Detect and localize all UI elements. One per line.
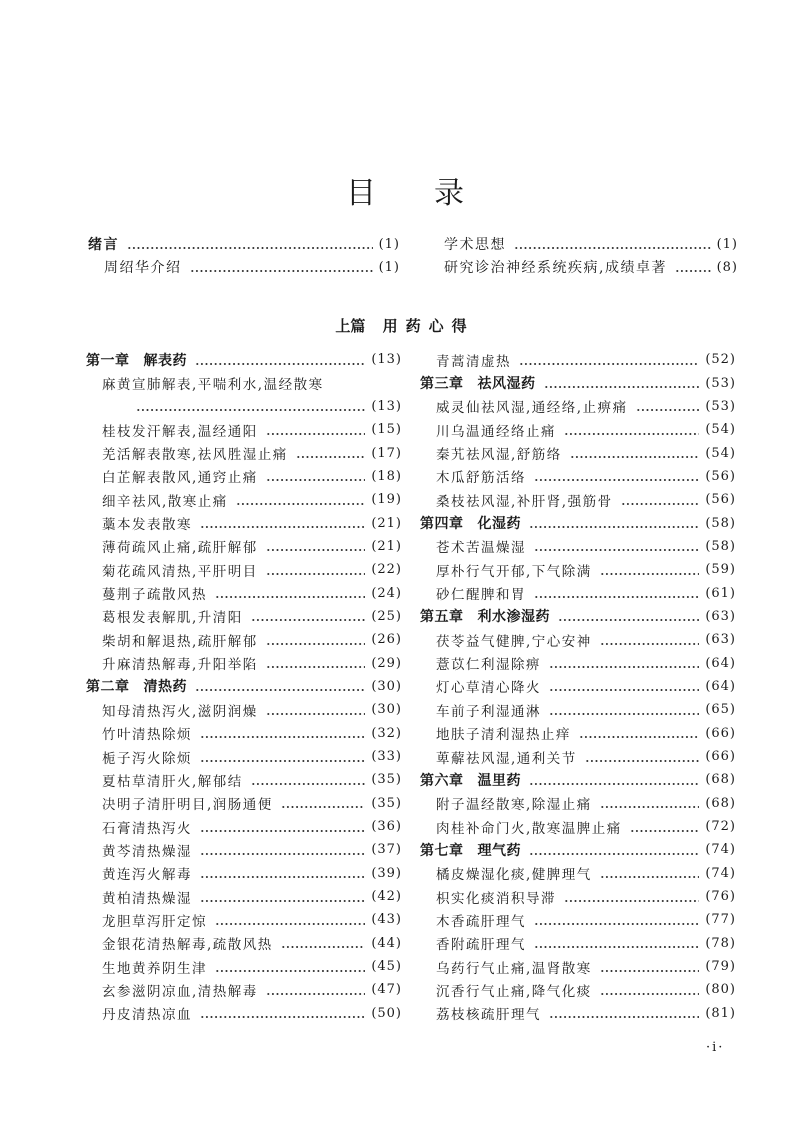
front-matter-entry[interactable] bbox=[104, 255, 400, 279]
dot-leader bbox=[195, 680, 365, 692]
dot-leader bbox=[266, 424, 366, 436]
entry-title: 龙胆草泻肝定惊 bbox=[102, 913, 207, 930]
toc-entry[interactable] bbox=[86, 465, 402, 488]
dot-leader bbox=[621, 494, 700, 506]
entry-page: (65) bbox=[705, 702, 736, 718]
dot-leader bbox=[514, 238, 711, 250]
entry-title: 竹叶清热除烦 bbox=[102, 727, 192, 744]
dot-leader bbox=[519, 354, 699, 366]
toc-entry[interactable] bbox=[420, 581, 736, 604]
dot-leader bbox=[251, 774, 366, 786]
entry-page: (36) bbox=[371, 819, 402, 835]
dot-leader bbox=[195, 354, 365, 366]
entry-page: (53) bbox=[705, 375, 736, 391]
entry-title: 桑枝祛风湿,补肝肾,强筋骨 bbox=[436, 493, 613, 510]
dot-leader bbox=[200, 821, 365, 833]
dot-leader bbox=[529, 517, 699, 529]
dot-leader bbox=[534, 540, 699, 552]
toc-entry[interactable] bbox=[86, 862, 402, 885]
chapter-number: 第四章 bbox=[420, 516, 464, 533]
toc-entry[interactable] bbox=[420, 955, 736, 978]
entry-title: 羌活解表散寒,祛风胜湿止痛 bbox=[102, 447, 288, 464]
dot-leader bbox=[215, 587, 365, 599]
toc-entry[interactable] bbox=[420, 418, 736, 441]
chapter-number: 第六章 bbox=[420, 772, 464, 789]
entry-title: 苍术苦温燥湿 bbox=[436, 540, 526, 557]
entry-page: (25) bbox=[371, 608, 402, 624]
entry-title: 解表药 bbox=[143, 352, 187, 369]
entry-page: (18) bbox=[371, 468, 402, 484]
entry-title: 木香疏肝理气 bbox=[436, 913, 526, 930]
toc-entry[interactable] bbox=[420, 605, 736, 628]
dot-leader bbox=[529, 774, 699, 786]
toc-entry[interactable] bbox=[420, 441, 736, 464]
entry-title: 丹皮清热凉血 bbox=[102, 1007, 192, 1024]
toc-entry[interactable] bbox=[86, 651, 402, 674]
toc-entry[interactable] bbox=[86, 1002, 402, 1025]
toc-entry[interactable] bbox=[420, 465, 736, 488]
dot-leader bbox=[200, 1007, 365, 1019]
dot-leader bbox=[266, 470, 366, 482]
toc-entry[interactable] bbox=[86, 605, 402, 628]
entry-title: 藁本发表散寒 bbox=[102, 517, 192, 534]
entry-page: (19) bbox=[371, 492, 402, 508]
entry-page: (30) bbox=[371, 702, 402, 718]
entry-title: 柴胡和解退热,疏肝解郁 bbox=[102, 633, 258, 650]
toc-entry[interactable] bbox=[420, 815, 736, 838]
entry-page: (30) bbox=[371, 678, 402, 694]
dot-leader bbox=[564, 424, 699, 436]
entry-page: (21) bbox=[371, 515, 402, 531]
entry-title: 萆薢祛风湿,通利关节 bbox=[436, 750, 577, 767]
toc-entry[interactable] bbox=[420, 885, 736, 908]
toc-entry[interactable] bbox=[420, 768, 736, 791]
entry-page: (72) bbox=[705, 819, 736, 835]
entry-page: (26) bbox=[371, 632, 402, 648]
dot-leader bbox=[630, 821, 700, 833]
dot-leader bbox=[200, 727, 365, 739]
toc-entry[interactable] bbox=[420, 838, 736, 861]
dot-leader bbox=[266, 634, 366, 646]
entry-title: 威灵仙祛风湿,通经络,止痹痛 bbox=[436, 400, 628, 417]
entry-page: (43) bbox=[371, 912, 402, 928]
dot-leader bbox=[200, 844, 365, 856]
dot-leader bbox=[549, 1007, 699, 1019]
toc-entry[interactable] bbox=[86, 815, 402, 838]
dot-leader bbox=[600, 564, 700, 576]
entry-page: (39) bbox=[371, 865, 402, 881]
dot-leader bbox=[600, 961, 700, 973]
front-matter-entry[interactable] bbox=[444, 255, 738, 279]
entry-title: 蔓荆子疏散风热 bbox=[102, 587, 207, 604]
entry-title: 木瓜舒筋活络 bbox=[436, 470, 526, 487]
entry-page: (13) bbox=[371, 398, 402, 414]
entry-page: (45) bbox=[371, 959, 402, 975]
toc-entry[interactable] bbox=[86, 908, 402, 931]
entry-page: (35) bbox=[371, 795, 402, 811]
dot-leader bbox=[200, 867, 365, 879]
dot-leader bbox=[534, 914, 699, 926]
entry-title: 祛风湿药 bbox=[477, 376, 536, 393]
toc-entry[interactable] bbox=[86, 722, 402, 745]
dot-leader bbox=[585, 751, 700, 763]
entry-page: (64) bbox=[705, 655, 736, 671]
entry-title: 桂枝发汗解表,温经通阳 bbox=[102, 423, 258, 440]
entry-title: 车前子利湿通淋 bbox=[436, 703, 541, 720]
entry-page: (29) bbox=[371, 655, 402, 671]
toc-left-column bbox=[86, 348, 402, 1025]
dot-leader bbox=[266, 657, 366, 669]
entry-title: 决明子清肝明目,润肠通便 bbox=[102, 797, 273, 814]
dot-leader bbox=[534, 470, 699, 482]
entry-page: (35) bbox=[371, 772, 402, 788]
entry-title: 茯苓益气健脾,宁心安神 bbox=[436, 633, 592, 650]
toc-entry[interactable] bbox=[86, 348, 402, 371]
entry-page: (56) bbox=[705, 468, 736, 484]
section-name: 用药心得 bbox=[382, 317, 475, 335]
toc-entry[interactable] bbox=[420, 371, 736, 394]
entry-page: (74) bbox=[705, 842, 736, 858]
toc-entry[interactable] bbox=[420, 908, 736, 931]
entry-page: (64) bbox=[705, 678, 736, 694]
entry-title: 学术思想 bbox=[444, 237, 506, 253]
dot-leader bbox=[600, 797, 700, 809]
dot-leader bbox=[236, 494, 366, 506]
entry-page: (56) bbox=[705, 492, 736, 508]
toc-entry[interactable] bbox=[86, 978, 402, 1001]
toc-entry[interactable] bbox=[86, 838, 402, 861]
dot-leader bbox=[200, 751, 365, 763]
dot-leader bbox=[529, 844, 699, 856]
entry-page: (8) bbox=[716, 259, 738, 275]
dot-leader bbox=[266, 704, 366, 716]
entry-page: (44) bbox=[371, 935, 402, 951]
toc-entry-title-line bbox=[86, 371, 402, 394]
entry-page: (17) bbox=[371, 445, 402, 461]
toc-entry[interactable] bbox=[86, 628, 402, 651]
dot-leader bbox=[190, 261, 373, 273]
entry-page: (1) bbox=[378, 236, 400, 252]
entry-title: 栀子泻火除烦 bbox=[102, 750, 192, 767]
entry-title: 利水渗湿药 bbox=[477, 609, 550, 626]
entry-page: (47) bbox=[371, 982, 402, 998]
dot-leader bbox=[570, 447, 700, 459]
entry-page: (15) bbox=[371, 422, 402, 438]
toc-entry[interactable] bbox=[420, 932, 736, 955]
toc-entry[interactable] bbox=[420, 722, 736, 745]
entry-page: (58) bbox=[705, 515, 736, 531]
entry-title: 青蒿清虚热 bbox=[436, 353, 511, 370]
toc-entry[interactable] bbox=[420, 745, 736, 768]
toc-entry[interactable] bbox=[420, 698, 736, 721]
entry-title: 橘皮燥湿化痰,健脾理气 bbox=[436, 867, 592, 884]
dot-leader bbox=[251, 610, 366, 622]
toc-entry[interactable] bbox=[86, 745, 402, 768]
toc-entry[interactable] bbox=[420, 558, 736, 581]
entry-page: (54) bbox=[705, 422, 736, 438]
entry-title: 温里药 bbox=[477, 772, 521, 789]
toc-entry[interactable] bbox=[420, 535, 736, 558]
entry-title: 肉桂补命门火,散寒温脾止痛 bbox=[436, 820, 622, 837]
dot-leader bbox=[296, 447, 366, 459]
entry-page: (63) bbox=[705, 608, 736, 624]
dot-leader bbox=[136, 400, 365, 412]
toc-entry[interactable] bbox=[86, 535, 402, 558]
entry-page: (52) bbox=[705, 352, 736, 368]
entry-page: (50) bbox=[371, 1005, 402, 1021]
entry-page: (1) bbox=[378, 259, 400, 275]
dot-leader bbox=[215, 914, 365, 926]
toc-entry[interactable] bbox=[420, 675, 736, 698]
entry-page: (13) bbox=[371, 352, 402, 368]
toc-entry[interactable] bbox=[420, 651, 736, 674]
toc-entry[interactable] bbox=[86, 488, 402, 511]
entry-title: 白芷解表散风,通窍止痛 bbox=[102, 470, 258, 487]
dot-leader bbox=[544, 377, 700, 389]
chapter-number: 第一章 bbox=[86, 352, 130, 369]
entry-title: 川乌温通经络止痛 bbox=[436, 423, 556, 440]
entry-title: 石膏清热泻火 bbox=[102, 820, 192, 837]
section-heading bbox=[0, 315, 810, 336]
entry-page: (24) bbox=[371, 585, 402, 601]
dot-leader bbox=[549, 704, 699, 716]
chapter-number: 第二章 bbox=[86, 679, 130, 696]
dot-leader bbox=[675, 261, 711, 273]
entry-title: 荔枝核疏肝理气 bbox=[436, 1007, 541, 1024]
dot-leader bbox=[549, 657, 699, 669]
toc-entry[interactable] bbox=[420, 488, 736, 511]
entry-title: 黄芩清热燥湿 bbox=[102, 843, 192, 860]
toc-entry[interactable] bbox=[420, 628, 736, 651]
entry-title: 葛根发表解肌,升清阳 bbox=[102, 610, 243, 627]
entry-page: (1) bbox=[716, 236, 738, 252]
entry-page: (37) bbox=[371, 842, 402, 858]
entry-title: 麻黄宣肺解表,平喘利水,温经散寒 bbox=[102, 377, 324, 394]
toc-entry[interactable] bbox=[420, 348, 736, 371]
dot-leader bbox=[266, 540, 366, 552]
entry-title: 绪言 bbox=[88, 237, 119, 253]
dot-leader bbox=[558, 610, 699, 622]
entry-page: (42) bbox=[371, 889, 402, 905]
entry-page: (80) bbox=[705, 982, 736, 998]
entry-title: 周绍华介绍 bbox=[104, 260, 182, 276]
entry-title: 理气药 bbox=[477, 842, 521, 859]
entry-page: (21) bbox=[371, 538, 402, 554]
entry-page: (74) bbox=[705, 865, 736, 881]
page-title: 目录 bbox=[346, 176, 522, 211]
entry-page: (22) bbox=[371, 562, 402, 578]
entry-title: 知母清热泻火,滋阴润燥 bbox=[102, 703, 258, 720]
dot-leader bbox=[579, 727, 699, 739]
entry-title: 升麻清热解毒,升阳举陷 bbox=[102, 657, 258, 674]
entry-page: (76) bbox=[705, 889, 736, 905]
entry-title: 黄柏清热燥湿 bbox=[102, 890, 192, 907]
entry-title: 秦艽祛风湿,舒筋络 bbox=[436, 447, 562, 464]
entry-title: 薏苡仁利湿除痹 bbox=[436, 657, 541, 674]
entry-title: 细辛祛风,散寒止痛 bbox=[102, 493, 228, 510]
entry-title: 薄荷疏风止痛,疏肝解郁 bbox=[102, 540, 258, 557]
dot-leader bbox=[281, 797, 366, 809]
toc-entry[interactable] bbox=[86, 418, 402, 441]
entry-page: (81) bbox=[705, 1005, 736, 1021]
entry-title: 砂仁醒脾和胃 bbox=[436, 587, 526, 604]
dot-leader bbox=[281, 937, 366, 949]
entry-title: 乌药行气止痛,温肾散寒 bbox=[436, 960, 592, 977]
dot-leader bbox=[534, 587, 699, 599]
entry-page: (66) bbox=[705, 749, 736, 765]
dot-leader bbox=[534, 937, 699, 949]
entry-title: 研究诊治神经系统疾病,成绩卓著 bbox=[444, 260, 667, 276]
toc-entry[interactable] bbox=[86, 558, 402, 581]
entry-page: (66) bbox=[705, 725, 736, 741]
entry-title: 化湿药 bbox=[477, 516, 521, 533]
entry-page: (68) bbox=[705, 772, 736, 788]
entry-title: 灯心草清心降火 bbox=[436, 680, 541, 697]
dot-leader bbox=[549, 680, 699, 692]
front-matter-entry[interactable] bbox=[444, 232, 738, 256]
entry-title: 沉香行气止痛,降气化痰 bbox=[436, 983, 592, 1000]
dot-leader bbox=[266, 564, 366, 576]
toc-entry[interactable] bbox=[86, 932, 402, 955]
entry-title: 清热药 bbox=[143, 679, 187, 696]
entry-page: (58) bbox=[705, 538, 736, 554]
entry-title: 玄参滋阴凉血,清热解毒 bbox=[102, 983, 258, 1000]
toc-entry[interactable] bbox=[86, 698, 402, 721]
entry-title: 金银花清热解毒,疏散风热 bbox=[102, 937, 273, 954]
toc-entry[interactable] bbox=[86, 792, 402, 815]
toc-entry[interactable] bbox=[420, 511, 736, 534]
entry-page: (78) bbox=[705, 935, 736, 951]
dot-leader bbox=[600, 984, 700, 996]
dot-leader bbox=[600, 867, 700, 879]
dot-leader bbox=[127, 238, 373, 250]
dot-leader bbox=[200, 517, 365, 529]
toc-entry[interactable] bbox=[420, 792, 736, 815]
entry-title: 菊花疏风清热,平肝明目 bbox=[102, 563, 258, 580]
entry-page: (33) bbox=[371, 749, 402, 765]
dot-leader bbox=[600, 634, 700, 646]
toc-entry[interactable] bbox=[86, 511, 402, 534]
entry-page: (68) bbox=[705, 795, 736, 811]
page-number: ·i· bbox=[706, 1040, 725, 1055]
chapter-number: 第三章 bbox=[420, 376, 464, 393]
dot-leader bbox=[200, 891, 365, 903]
entry-title: 香附疏肝理气 bbox=[436, 937, 526, 954]
toc-entry[interactable] bbox=[86, 441, 402, 464]
toc-entry[interactable] bbox=[420, 395, 736, 418]
dot-leader bbox=[266, 984, 366, 996]
section-part: 上篇 bbox=[335, 317, 366, 335]
dot-leader bbox=[564, 891, 699, 903]
entry-page: (79) bbox=[705, 959, 736, 975]
entry-title: 枳实化痰消积导滞 bbox=[436, 890, 556, 907]
entry-title: 夏枯草清肝火,解郁结 bbox=[102, 773, 243, 790]
entry-title: 黄连泻火解毒 bbox=[102, 867, 192, 884]
entry-title: 地肤子清利湿热止痒 bbox=[436, 727, 571, 744]
dot-leader bbox=[215, 961, 365, 973]
chapter-number: 第七章 bbox=[420, 842, 464, 859]
toc-entry[interactable] bbox=[420, 862, 736, 885]
toc-entry-page-line[interactable] bbox=[86, 395, 402, 418]
entry-title: 附子温经散寒,除湿止痛 bbox=[436, 797, 592, 814]
toc-right-column bbox=[420, 348, 736, 1025]
entry-page: (77) bbox=[705, 912, 736, 928]
entry-page: (63) bbox=[705, 632, 736, 648]
entry-title: 厚朴行气开郁,下气除满 bbox=[436, 563, 592, 580]
entry-title: 生地黄养阴生津 bbox=[102, 960, 207, 977]
dot-leader bbox=[636, 400, 700, 412]
entry-page: (32) bbox=[371, 725, 402, 741]
entry-page: (59) bbox=[705, 562, 736, 578]
toc-entry[interactable] bbox=[86, 768, 402, 791]
toc-entry[interactable] bbox=[86, 885, 402, 908]
chapter-number: 第五章 bbox=[420, 609, 464, 626]
toc-entry[interactable] bbox=[420, 1002, 736, 1025]
entry-page: (53) bbox=[705, 398, 736, 414]
toc-entry[interactable] bbox=[86, 675, 402, 698]
toc-entry[interactable] bbox=[86, 581, 402, 604]
entry-page: (61) bbox=[705, 585, 736, 601]
toc-entry[interactable] bbox=[420, 978, 736, 1001]
front-matter-entry[interactable] bbox=[88, 232, 400, 256]
toc-entry[interactable] bbox=[86, 955, 402, 978]
entry-page: (54) bbox=[705, 445, 736, 461]
